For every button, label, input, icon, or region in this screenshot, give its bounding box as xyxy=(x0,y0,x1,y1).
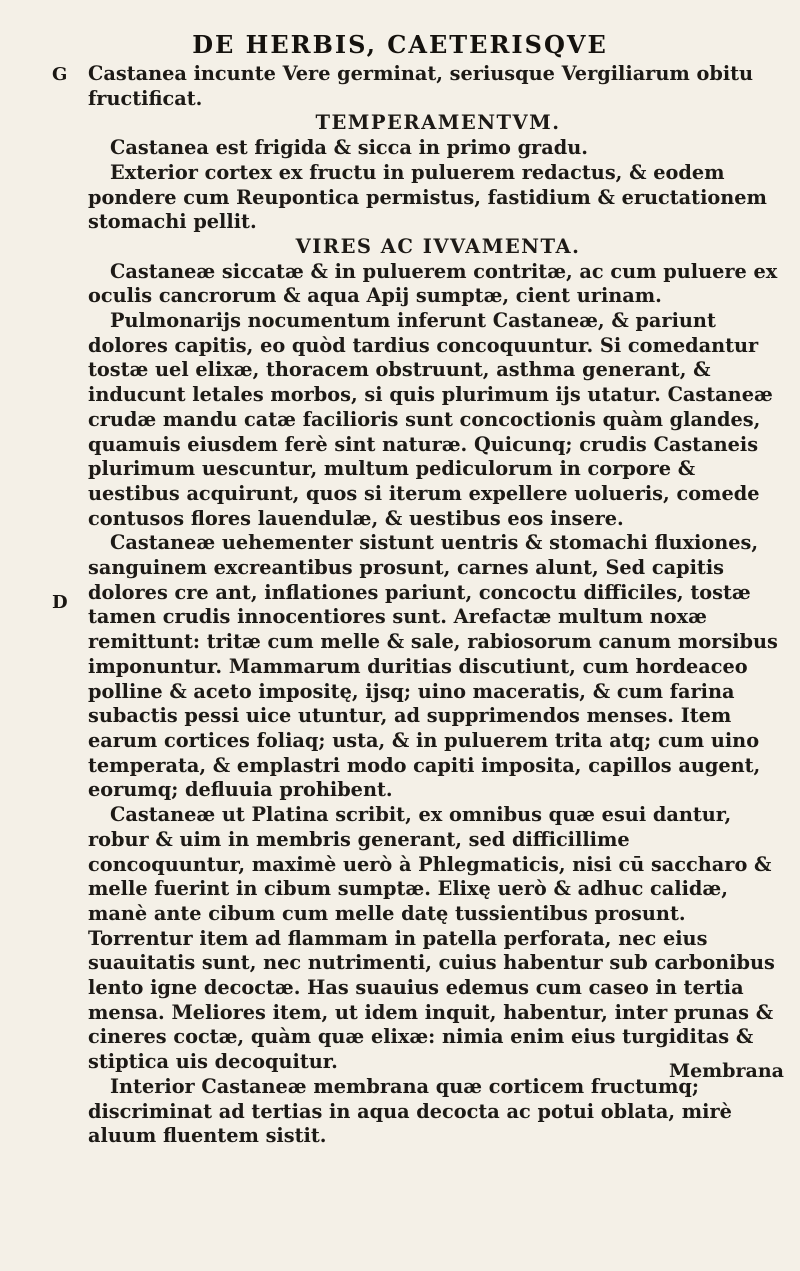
catchword: Membrana xyxy=(669,1060,784,1082)
paragraph: Pulmonarijs nocumentum inferunt Castaneæ, & pariunt dolores capitis, eo quòd tardius concoquuntur. Si comedantur tostæ uel elixæ, thoracem obstruunt, asthma generant, & inducunt letales morbos, si quis plurimum ijs utatur. Castaneæ crudæ mandu catæ facilioris sunt concoctionis quàm glandes, quamuis eiusdem ferè sint naturæ. Quicunq; crudis Castaneis plurimum uescuntur, multum pediculorum in corpore & uestibus acquirunt, quos si iterum expellere uolueris, comede contusos flores lauendulæ, & uestibus eos insere. xyxy=(88,309,773,530)
margin-letter-d: D xyxy=(52,592,68,613)
paragraph: Exterior cortex ex fructu in puluerem redactus, & eodem pondere cum Reupontica permistus, fastidium & eructationem stomachi pellit. xyxy=(88,160,767,234)
section-heading-vires: VIRES AC IVVAMENTA. xyxy=(295,234,581,258)
section-heading-temperamentum: TEMPERAMENTVM. xyxy=(315,111,561,135)
paragraph: Castanea est frigida & sicca in primo gradu. xyxy=(110,136,588,160)
margin-letter-g: G xyxy=(52,64,68,85)
paragraph: Castaneæ ut Platina scribit, ex omnibus quæ esui dantur, robur & uim in membris generant, sed difficillime concoquuntur, maximè uerò à Phlegmaticis, nisi cū saccharo & melle fuerint in cibum sumptæ. Elixę uerò & adhuc calidæ, manè ante cibum cum melle datę tussientibus prosunt. Torrentur item ad flammam in patella perforata, nec eius suauitatis sunt, nec nutrimenti, cuius habentur sub carbonibus lento igne decoctæ. Has suauius edemus cum caseo in tertia mensa. Meliores item, ut idem inquit, habentur, inter prunas & cineres coctæ, quàm quæ elixæ: nimia enim eius turgiditas & stiptica uis decoquitur. xyxy=(88,803,775,1074)
paragraph: Interior Castaneæ membrana quæ corticem fructumq; discriminat ad tertias in aqua decocta ac potui oblata, mirè aluum fluentem sistit. xyxy=(88,1074,732,1148)
body-text xyxy=(88,62,788,1149)
paragraph-intro: Castanea incunte Vere germinat, seriusque Vergiliarum obitu fructificat. xyxy=(88,62,754,110)
paragraph: Castaneæ siccatæ & in puluerem contritæ, ac cum puluere ex oculis cancrorum & aqua Apij sumptæ, cient urinam. xyxy=(88,259,778,308)
running-head: DE HERBIS, CAETERISQVE xyxy=(192,30,608,59)
paragraph: Castaneæ uehementer sistunt uentris & stomachi fluxiones, sanguinem excreantibus prosunt, carnes alunt, Sed capitis dolores cre ant, inflationes pariunt, concoctu difficiles, tostæ tamen crudis innocentiores sunt. Arefactæ multum noxæ remittunt: tritæ cum melle & sale, rabiosorum canum morsibus imponuntur. Mammarum duritias discutiunt, cum hordeaceo polline & aceto impositę, ijsq; uino maceratis, & cum farina subactis pessi uice utuntur, ad supprimendos menses. Item earum cortices foliaq; usta, & in puluerem trita atq; cum uino temperata, & emplastri modo capiti imposita, capillos augent, eorumq; defluuia prohibent. xyxy=(88,531,778,802)
